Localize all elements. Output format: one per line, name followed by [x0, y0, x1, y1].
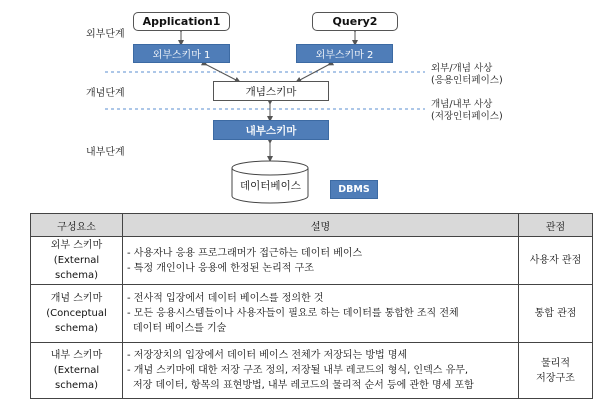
internal-schema-box: 내부스키마 — [213, 120, 329, 140]
external-conceptual-mapping-note — [431, 63, 503, 87]
row-view — [519, 285, 593, 343]
application1-box: Application1 — [133, 12, 230, 31]
row-description — [123, 237, 519, 285]
row-description — [123, 343, 519, 399]
conceptual-schema-box: 개념스키마 — [213, 81, 329, 101]
header-view: 관점 — [519, 214, 593, 237]
component-line: schema) — [55, 323, 98, 334]
mapping-external-line1: 외부/개념 사상 — [431, 63, 493, 74]
external-schema-1-box: 외부스키마 1 — [133, 44, 230, 63]
row-view — [519, 237, 593, 285]
mapping-internal-line2: (저장인터페이스) — [431, 111, 503, 122]
database-label: 데이터베이스 — [240, 180, 301, 192]
level-internal: 내부단계 — [86, 147, 125, 158]
conceptual-internal-mapping-note — [431, 99, 503, 123]
mapping-internal-line1: 개념/내부 사상 — [431, 99, 493, 110]
component-line: 외부 스키마 — [50, 240, 103, 251]
external-schema-2-box: 외부스키마 2 — [296, 44, 393, 63]
description-line: - 모든 응용시스템들이나 사용자들이 필요로 하는 데이터를 통합한 조직 전체 — [127, 308, 459, 319]
dbms-box: DBMS — [330, 180, 378, 199]
component-line: (External schema) — [53, 365, 100, 391]
component-line: 내부 스키마 — [50, 350, 103, 361]
header-description: 설명 — [123, 214, 519, 237]
description-line: - 특정 개인이나 응용에 한정된 논리적 구조 — [127, 262, 314, 274]
row-description — [123, 285, 519, 343]
component-line: (Conceptual — [46, 308, 107, 319]
view-line: 사용자 관점 — [529, 255, 582, 266]
description-line: - 사용자나 응용 프로그래머가 접근하는 데이터 베이스 — [127, 247, 363, 259]
view-line: 물리적 — [541, 357, 570, 369]
description-line: - 전사적 입장에서 데이터 베이스를 정의한 것 — [127, 293, 324, 304]
header-component: 구성요소 — [31, 214, 123, 237]
component-line: (External schema) — [53, 255, 100, 281]
table-header-row — [31, 214, 593, 237]
row-component — [31, 237, 123, 285]
component-line: 개념 스키마 — [50, 293, 103, 304]
row-component — [31, 285, 123, 343]
description-line: - 개념 스키마에 대한 저장 구조 정의, 저장될 내부 레코드의 형식, 인덱스 유무, — [127, 365, 469, 376]
description-line: 데이터 베이스를 기술 — [133, 323, 227, 334]
view-line: 저장구조 — [536, 372, 575, 384]
query2-box: Query2 — [312, 12, 398, 31]
description-line: - 저장장치의 입장에서 데이터 베이스 전체가 저장되는 방법 명세 — [127, 350, 408, 361]
view-line: 통합 관점 — [534, 308, 577, 319]
description-line: 저장 데이터, 항목의 표현방법, 내부 레코드의 물리적 순서 등에 관한 명세 포함 — [133, 380, 474, 391]
level-external: 외부단계 — [86, 29, 125, 40]
table-row — [31, 343, 593, 399]
mapping-external-line2: (응용인터페이스) — [431, 75, 503, 86]
schema-description-table — [30, 213, 593, 399]
external2-conceptual-arrow — [298, 64, 330, 81]
table-row — [31, 285, 593, 343]
table-row — [31, 237, 593, 285]
level-conceptual: 개념단계 — [86, 88, 125, 99]
row-view — [519, 343, 593, 399]
row-component — [31, 343, 123, 399]
